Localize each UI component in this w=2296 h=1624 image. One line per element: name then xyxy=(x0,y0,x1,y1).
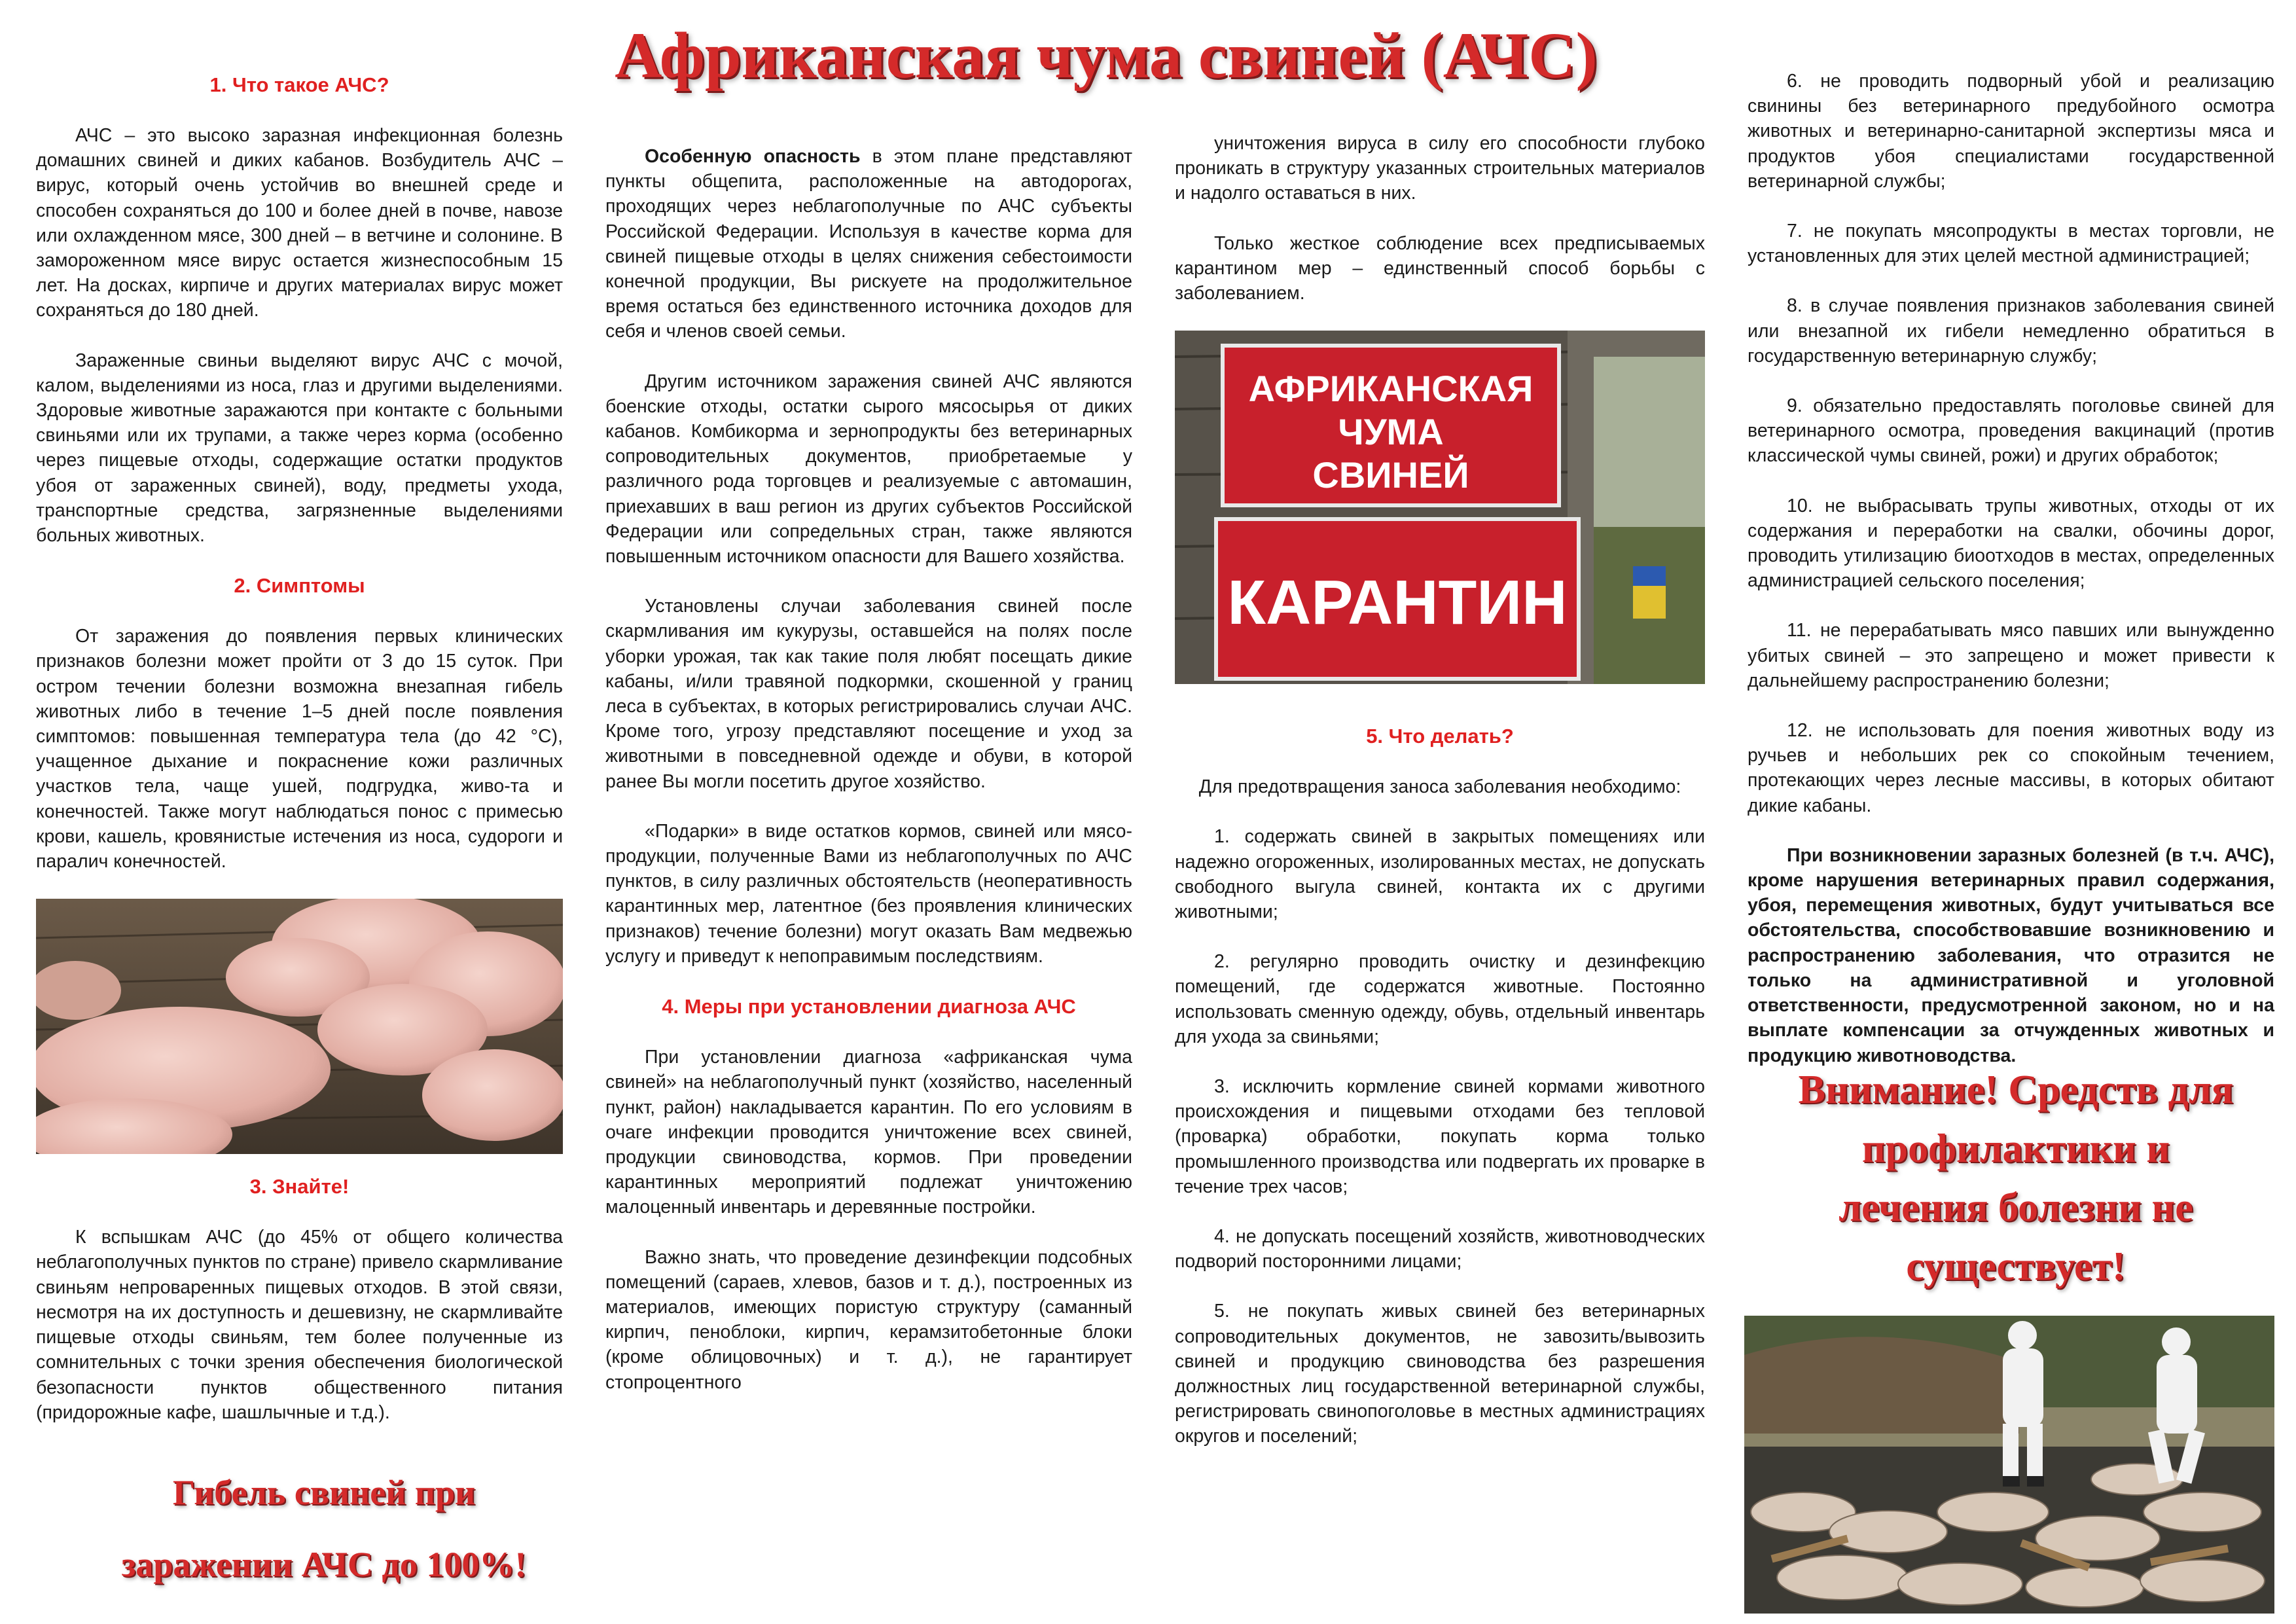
list-item: 9. обязательно предоставлять поголовье свиней для ветеринарного осмотра, проведения вакцинаций (против классической чумы свиней, рожи) и других обработок; xyxy=(1748,395,2274,467)
sign-line: АФРИКАНСКАЯ xyxy=(1248,368,1534,410)
column-1 xyxy=(36,72,563,1450)
slogan-line: лечения болезни не xyxy=(1839,1185,2193,1230)
paragraph: «Подарки» в виде остатков кормов, свиней или мясо-продукции, полученные Вами из неблагополучных по АЧС пунктов, в силу различных обстоятельств (неоперативность карантинных мер, латентное (без проявления клинических признаков) течение болезни) могут оказать Вам медвежью услугу и приведут к непоправимым последствиям. xyxy=(605,820,1132,967)
liability-warning: При возникновении заразных болезней (в т.ч. АЧС), кроме нарушения ветеринарных правил содержания, убоя, перемещения животных, будут учитываться все обстоятельства, способствовавшие возникновению и распространению заболевания, что отразится не только на административной и уголовной ответственности, предусмотренной законом, но и на выплате компенсации за отчужденных животных и продукцию животноводства. xyxy=(1748,844,2274,1066)
list-item: 12. не использовать для поения животных воду из ручьев и небольших рек со спокойным течением, протекающих через лесные массивы, в которых обитают дикие кабаны. xyxy=(1748,720,2274,816)
paragraph: Другим источником заражения свиней АЧС являются боенские отходы, остатки сырого мясосырья от диких кабанов. Комбикорма и зернопродукты без ветеринарных сопроводительных документов, приобретаемые у различного рода торговцев и реализуемые с автомашин, приехавших в ваш регион из других субъектов Российской Федерации или сопредельных стран, также являются повышенным источником опасности для Вашего хозяйства. xyxy=(605,370,1132,568)
list-item: 5. не покупать живых свиней без ветеринарных сопроводительных документов, не завозить/вывозить свиней и продукцию свиноводства без разрешения должностных лиц государственной ветеринарной службы, регистрировать свинопоголовье в местных администрациях округов и поселений; xyxy=(1175,1301,1705,1447)
slogan-line: профилактики и xyxy=(1861,1127,2170,1171)
list-item: 4. не допускать посещений хозяйств, животноводческих подворий посторонними лицами; xyxy=(1175,1226,1705,1272)
sign-panel-bottom xyxy=(1214,517,1581,681)
quarantine-sign-photo xyxy=(1175,331,1705,684)
paragraph: Установлены случаи заболевания свиней после скармливания им кукурузы, оставшейся на полях после уборки урожая, так как такие поля любят посещать дикие кабаны, и/или травяной подкормки, скошенной у границ леса в субъектах, в которых регистрировались случаи АЧС. Кроме того, угрозу представляют посещение и уход за животными в повседневной одежде и обуви, в которой ранее Вы могли посетить другое хозяйство. xyxy=(605,596,1132,792)
pigs-photo xyxy=(36,899,563,1154)
pigs-illustration xyxy=(36,899,563,1154)
list-item: 11. не перерабатывать мясо павших или вынужденно убитых свиней – это запрещено и может привести к дальнейшему распространению болезни; xyxy=(1748,620,2274,691)
list-item: 2. регулярно проводить очистку и дезинфекцию помещений, где содержатся животные. Постоянно использовать сменную одежду, обувь, отдельный инвентарь для ухода за свиньями; xyxy=(1175,951,1705,1047)
paragraph: От заражения до появления первых клинических признаков болезни может пройти от 3 до 15 суток. При остром течении болезни возможна внезапная гибель животных либо в течение 1–5 дней после появления симптомов: повышенная температура тела (до 42 °С), учащенное дыхание и покраснение кожи различных участков тела, чаще ушей, подгрудка, живо-та и конечностей. Также могут наблюдаться понос с примесью крови, кашель, кровянистые истечения из носа, судороги и паралич конечностей. xyxy=(36,626,563,873)
column-2 xyxy=(605,144,1132,1420)
heading-what-is: 1. Что такое АЧС? xyxy=(209,73,389,96)
slogan-line: заражении АЧС до 100%! xyxy=(121,1545,527,1584)
paragraph: Зараженные свиньи выделяют вирус АЧС с мочой, калом, выделениями из носа, глаз и другими выделениями. Здоровые животные заражаются при контакте с больными свиньями или их трупами, а также через корма (особенно через пищевые отходы, содержащие остатки продуктов убоя от зараженных свиней), воду, предметы ухода, транспортные средства, загрязненные выделениями больных животных. xyxy=(36,350,563,547)
paragraph: АЧС – это высоко заразная инфекционная болезнь домашних свиней и диких кабанов. Возбудитель АЧС – вирус, который очень устойчив во внешней среде и способен сохраняться до 100 и более дней в почве, навозе или охлажденном мясе, 300 дней – в ветчине и солонине. В замороженном мясе вирус остается жизнеспособным 15 лет. На досках, кирпиче и других материалах вирус может сохраняться до 180 дней. xyxy=(36,125,563,321)
disposal-illustration xyxy=(1744,1316,2274,1614)
page-title: Африканская чума свиней (АЧС) xyxy=(615,19,1598,92)
heading-know: 3. Знайте! xyxy=(249,1175,350,1199)
bold-lead: Особенную опасность xyxy=(645,146,861,167)
list-item: 3. исключить кормление свиней кормами животного происхождения и пищевыми отходами без тепловой (проварка) обработки, покупать корма только промышленного производства или подвергать их проварке в течение трех часов; xyxy=(1175,1076,1705,1197)
sign-line: СВИНЕЙ xyxy=(1312,454,1469,496)
paragraph-intro: Для предотвращения заноса заболевания необходимо: xyxy=(1198,776,1681,798)
heading-what-to-do: 5. Что делать? xyxy=(1366,725,1514,748)
list-item: 6. не проводить подворный убой и реализацию свинины без ветеринарного предубойного осмотра животных и ветеринарно-санитарной экспертизы мяса и продуктов убоя специалистами государственной ветеринарной службы; xyxy=(1748,71,2274,192)
disposal-photo xyxy=(1744,1316,2274,1614)
slogan-line: существует! xyxy=(1906,1244,2126,1289)
list-item: 1. содержать свиней в закрытых помещениях или надежно огороженных, изолированных местах, не допускать свободного выгула свиней, контакта их с другими животными; xyxy=(1175,826,1705,923)
list-item: 8. в случае появления признаков заболевания свиней или внезапной их гибели немедленно обратиться в государственную ветеринарную службу; xyxy=(1748,295,2274,367)
list-item: 10. не выбрасывать трупы животных, отходы от их содержания и переработки на свалки, обочины дорог, проводить утилизацию биоотходов в местах, определенных администрацией сельского поселения; xyxy=(1748,495,2274,592)
paragraph-rest: в этом плане представляют пункты общепита, расположенные на автодорогах, проходящих через неблагополучные по АЧС субъекты Российской Федерации. Используя в качестве корма для свиней пищевые отходы в целях снижения себестоимости конечной продукции, Вы рискуете на продолжительное время остаться без единственного источника доходов для себя и членов своей семьи. xyxy=(605,146,1132,342)
heading-measures: 4. Меры при установлении диагноза АЧС xyxy=(662,995,1076,1019)
paragraph: Важно знать, что проведение дезинфекции подсобных помещений (сараев, хлевов, базов и т. д.), построенных из материалов, имеющих пористую структуру (саманный кирпич, пеноблоки, кирпич, керамзитобетонные блоки (кроме облицовочных) и т. д.), не гарантирует стопроцентного xyxy=(605,1246,1132,1393)
list-item: 7. не покупать мясопродукты в местах торговли, не установленных для этих целей местной администрацией; xyxy=(1748,221,2274,267)
slogan-no-cure xyxy=(1741,1060,2291,1296)
heading-symptoms: 2. Симптомы xyxy=(234,574,365,598)
paragraph: уничтожения вируса в силу его способности глубоко проникать в структуру указанных строительных материалов и надолго оставаться в них. xyxy=(1175,133,1705,204)
sign-line: ЧУМА xyxy=(1338,411,1444,453)
slogan-line: Внимание! Средств для xyxy=(1798,1068,2234,1112)
paragraph xyxy=(605,144,1132,344)
paragraph: К вспышкам АЧС (до 45% от общего количества неблагополучных пунктов по стране) привело скармливание свиньям непроваренных пищевых отходов. В этой связи, несмотря на их доступность и дешевизну, не скармливайте пищевые отходы свиньям, тем более полученные из сомнительных с точки зрения обеспечения биологической безопасности пунктов общественного питания (придорожные кафе, шашлычные и т.д.). xyxy=(36,1227,563,1423)
column-3 xyxy=(1175,131,1705,1474)
sign-panel-top xyxy=(1221,344,1561,507)
paragraph: Только жесткое соблюдение всех предписываемых карантином мер – единственный способ борьбы с заболеванием. xyxy=(1175,232,1705,304)
column-4 xyxy=(1748,69,2274,1093)
sign-quarantine-text: КАРАНТИН xyxy=(1227,568,1568,638)
slogan-mortality xyxy=(36,1456,612,1600)
paragraph: При установлении диагноза «африканская чума свиней» на неблагополучный пункт (хозяйство, населенный пункт, район) накладывается карантин. По его условиям в очаге инфекции проводится уничтожение всех свиней, продукции свиноводства, кормов. При проведении карантинных мероприятий подлежат уничтожению малоценный инвентарь и деревянные постройки. xyxy=(605,1047,1132,1218)
slogan-line: Гибель свиней при xyxy=(172,1473,476,1512)
